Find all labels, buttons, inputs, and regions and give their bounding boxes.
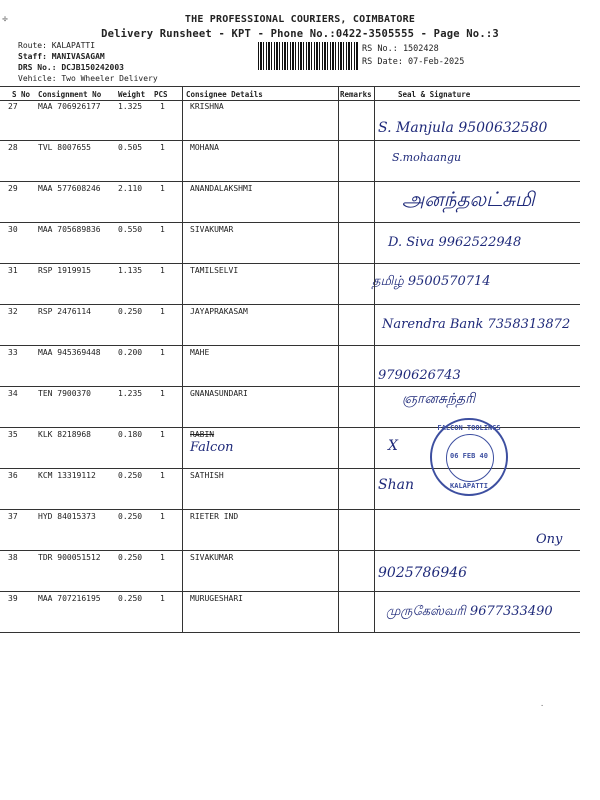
row-consignment: RSP 1919915 [38,266,91,275]
col-header-weight: Weight [118,90,146,99]
row-sno: 29 [8,184,18,193]
row-signature: 9025786946 [378,565,468,581]
seal-date-text: 06 FEB 40 [450,452,488,460]
col-header-consignee: Consignee Details [186,90,263,99]
row-pcs: 1 [160,307,165,316]
header-divider [182,86,183,100]
row-consignee: MURUGESHARI [190,594,243,603]
col-header-remarks: Remarks [340,90,372,99]
table-row [0,346,580,387]
row-consignee: SATHISH [190,471,224,480]
table-row [0,141,580,182]
row-consignee: SIVAKUMAR [190,553,234,562]
row-consignment: TVL 8007655 [38,143,91,152]
barcode [258,42,358,70]
rs-date: RS Date: 07-Feb-2025 [362,57,465,67]
row-consignment: HYD 84015373 [38,512,96,521]
row-weight: 0.250 [118,307,143,316]
row-consignee: KRISHNA [190,102,224,111]
col-header-pcs: PCS [154,90,168,99]
corner-mark: ÷ [2,14,9,25]
row-consignment: MAA 706926177 [38,102,101,111]
row-weight: 0.180 [118,430,143,439]
row-pcs: 1 [160,102,165,111]
row-signature: X [388,438,398,454]
row-weight: 1.135 [118,266,143,275]
row-consignment: MAA 707216195 [38,594,101,603]
staff-label: Staff: MANIVASAGAM [18,52,105,61]
table-row [0,510,580,551]
row-sno: 27 [8,102,18,111]
row-sno: 32 [8,307,18,316]
company-title: THE PROFESSIONAL COURIERS, COIMBATORE [184,14,416,25]
row-signature: தமிழ் 9500570714 [372,274,491,289]
vehicle-label: Vehicle: Two Wheeler Delivery [18,74,158,83]
row-consignee: GNANASUNDARI [190,389,248,398]
table-row [0,387,580,428]
row-signature: Shan [378,477,414,493]
row-signature: Ony [536,532,563,547]
row-weight: 1.325 [118,102,143,111]
table-row [0,305,580,346]
row-consignment: MAA 945369448 [38,348,101,357]
table-row [0,551,580,592]
seal-top-text: FALCON TOOLINGS [437,424,501,432]
row-signature: Narendra Bank 7358313872 [382,317,571,332]
row-weight: 1.235 [118,389,143,398]
row-pcs: 1 [160,512,165,521]
col-header-signature: Seal & Signature [398,90,471,99]
row-pcs: 1 [160,553,165,562]
row-weight: 2.110 [118,184,143,193]
header-divider [374,86,375,100]
row-pcs: 1 [160,594,165,603]
row-consignment: MAA 577608246 [38,184,101,193]
table-row [0,100,580,141]
row-pcs: 1 [160,389,165,398]
seal-bottom-text: KALAPATTI [450,482,488,490]
col-header-sno: S No [12,90,31,99]
table-top-border [0,86,580,87]
company-seal [430,418,508,496]
row-sno: 38 [8,553,18,562]
row-consignee: JAYAPRAKASAM [190,307,248,316]
row-consignee: TAMILSELVI [190,266,239,275]
row-pcs: 1 [160,143,165,152]
row-sno: 31 [8,266,18,275]
row-pcs: 1 [160,430,165,439]
table-row [0,182,580,223]
row-consignee: RIETER IND [190,512,239,521]
route-label: Route: KALAPATTI [18,41,96,50]
row-pcs: 1 [160,471,165,480]
row-sno: 35 [8,430,18,439]
runsheet-subtitle: Delivery Runsheet - KPT - Phone No.:0422-3505555 - Page No.:3 [101,28,499,40]
row-weight: 0.250 [118,512,143,521]
row-border [0,632,580,633]
row-consignee: RABIN [190,430,215,439]
row-weight: 0.550 [118,225,143,234]
row-signature: D. Siva 9962522948 [388,235,522,250]
row-signature: S.mohaangu [392,151,462,164]
row-pcs: 1 [160,266,165,275]
row-consignee: SIVAKUMAR [190,225,234,234]
row-consignment: TDR 900051512 [38,553,101,562]
row-weight: 0.200 [118,348,143,357]
row-weight: 0.250 [118,471,143,480]
row-consignment: KCM 13319112 [38,471,96,480]
col-header-consignment: Consignment No [38,90,102,99]
rs-number: RS No.: 1502428 [362,44,439,54]
row-signature: முருகேஸ்வரி 9677333490 [386,604,553,619]
row-sno: 33 [8,348,18,357]
column-divider [182,100,183,633]
row-weight: 0.250 [118,553,143,562]
table-row [0,264,580,305]
row-signature: 9790626743 [378,368,461,383]
header-divider [338,86,339,100]
row-weight: 0.250 [118,594,143,603]
row-pcs: 1 [160,225,165,234]
row-pcs: 1 [160,184,165,193]
table-row [0,592,580,633]
row-signature: அனந்தலட்சுமி [402,187,535,211]
row-signature: ஞானசுந்தரி [402,391,476,407]
row-consignee: MOHANA [190,143,219,152]
row-sno: 28 [8,143,18,152]
row-weight: 0.505 [118,143,143,152]
row-pcs: 1 [160,348,165,357]
row-consignment: MAA 705689836 [38,225,101,234]
table-row [0,223,580,264]
row-consignment: KLK 8218968 [38,430,91,439]
column-divider [338,100,339,633]
row-consignment: RSP 2476114 [38,307,91,316]
consignee-handwritten-note: Falcon [190,440,234,455]
row-signature: S. Manjula 9500632580 [378,120,548,136]
row-sno: 34 [8,389,18,398]
column-divider [374,100,375,633]
row-consignee: ANANDALAKSHMI [190,184,253,193]
row-sno: 30 [8,225,18,234]
row-consignment: TEN 7900370 [38,389,91,398]
row-consignee: MAHE [190,348,210,357]
drs-label: DRS No.: DCJB150242003 [18,63,124,72]
row-sno: 37 [8,512,18,521]
row-sno: 36 [8,471,18,480]
page-mark: · [540,702,545,710]
row-sno: 39 [8,594,18,603]
